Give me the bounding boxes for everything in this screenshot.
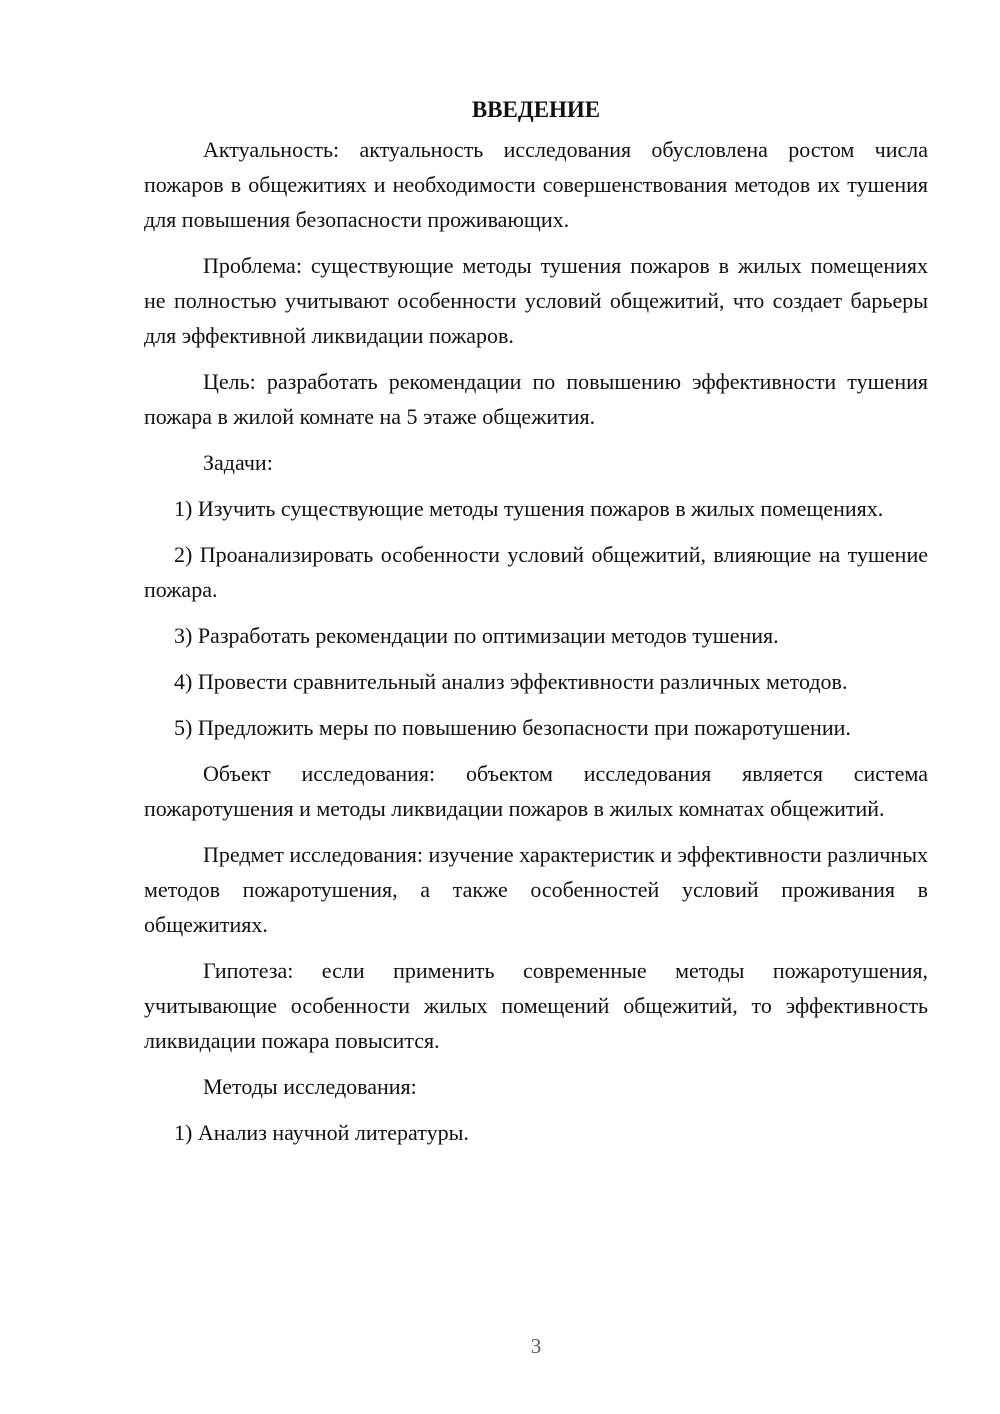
task-item-1: 1) Изучить существующие методы тушения пожаров в жилых помещениях.: [174, 496, 884, 521]
paragraph-object: Объект исследования: объектом исследования является система пожаротушения и методы ликвидации пожаров в жилых комнатах общежитий.: [144, 761, 928, 821]
task-item-4: 4) Провести сравнительный анализ эффективности различных методов.: [174, 669, 848, 694]
paragraph-problem: Проблема: существующие методы тушения пожаров в жилых помещениях не полностью учитывают особенности условий общежитий, что создает барьеры для эффективной ликвидации пожаров.: [144, 253, 928, 348]
task-item-3: 3) Разработать рекомендации по оптимизации методов тушения.: [174, 623, 779, 648]
paragraph-methods-heading: Методы исследования:: [203, 1074, 417, 1099]
task-item-2: 2) Проанализировать особенности условий общежитий, влияющие на тушение пожара.: [144, 542, 928, 602]
page-content: [144, 92, 928, 1161]
section-heading: ВВЕДЕНИЕ: [471, 97, 601, 122]
paragraph-hypothesis: Гипотеза: если применить современные методы пожаротушения, учитывающие особенности жилых помещений общежитий, то эффективность ликвидации пожара повысится.: [144, 958, 928, 1053]
paragraph-tasks-heading: Задачи:: [203, 450, 273, 475]
method-item-1: 1) Анализ научной литературы.: [174, 1120, 469, 1145]
paragraph-subject: Предмет исследования: изучение характеристик и эффективности различных методов пожаротушения, а также особенностей условий проживания в общежитиях.: [144, 842, 928, 937]
paragraph-goal: Цель: разработать рекомендации по повышению эффективности тушения пожара в жилой комнате на 5 этаже общежития.: [144, 369, 928, 429]
page-number: 3: [530, 1334, 542, 1358]
task-item-5: 5) Предложить меры по повышению безопасности при пожаротушении.: [174, 715, 851, 740]
paragraph-relevance: Актуальность: актуальность исследования обусловлена ростом числа пожаров в общежитиях и необходимости совершенствования методов их тушения для повышения безопасности проживающих.: [144, 137, 928, 232]
